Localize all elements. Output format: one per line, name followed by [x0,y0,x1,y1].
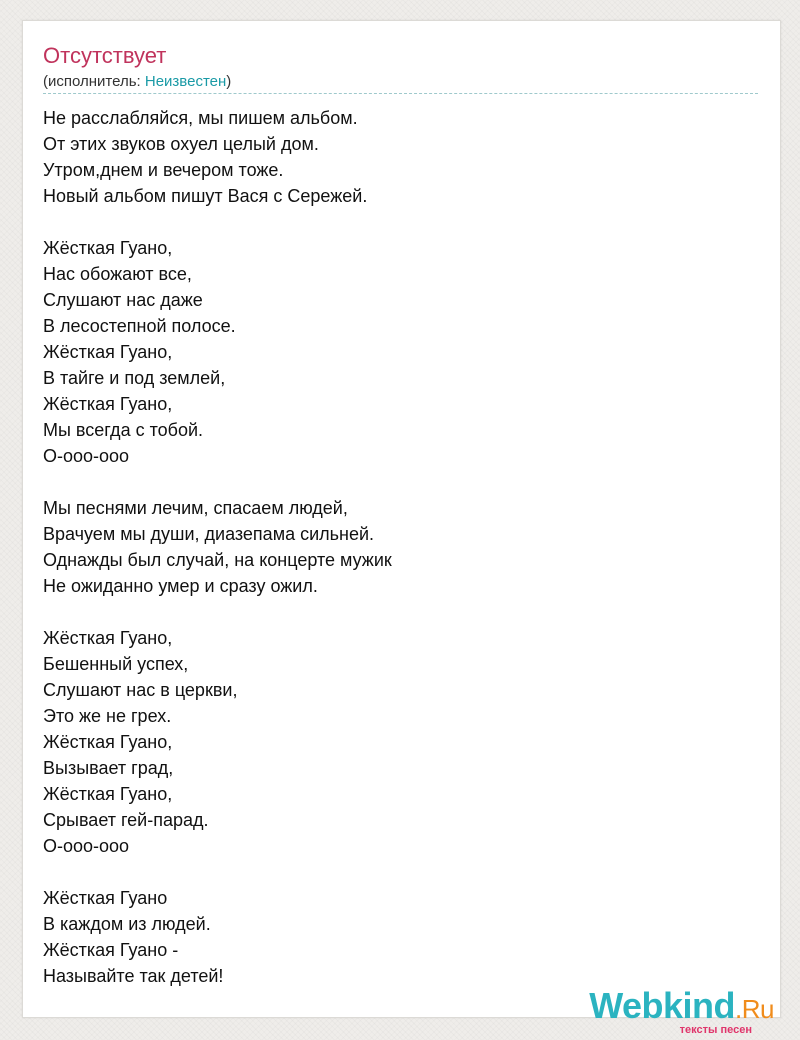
lyric-line: О-ооо-ооо [43,836,130,856]
lyric-line: Жёсткая Гуано - [43,940,179,960]
lyric-line: Утром,днем и вечером тоже. [43,160,284,180]
lyric-line: Не расслабляйся, мы пишем альбом. [43,108,358,128]
lyric-line: В тайге и под землей, [43,368,226,388]
artist-prefix: (исполнитель: [43,73,145,90]
lyric-line: Жёсткая Гуано [43,888,168,908]
lyric-line: Однажды был случай, на концерте мужик [43,550,392,570]
lyric-line: Не ожиданно умер и сразу ожил. [43,576,318,596]
lyric-line: Жёсткая Гуано, [43,732,173,752]
lyric-line: Слушают нас в церкви, [43,680,238,700]
logo-name: Webkind [589,985,736,1026]
lyric-line: Мы всегда с тобой. [43,420,204,440]
lyric-line: Врачуем мы души, диазепама сильней. [43,524,375,544]
lyric-line: Жёсткая Гуано, [43,394,173,414]
webkind-logo[interactable] [589,987,774,1036]
lyric-line: Бешенный успех, [43,654,189,674]
lyric-line: Называйте так детей! [43,966,224,986]
divider [43,93,758,94]
artist-line [43,72,231,92]
artist-link[interactable]: Неизвестен [144,73,227,90]
artist-suffix: ) [226,73,232,90]
song-title: Отсутствует [43,43,167,68]
lyric-line: В лесостепной полосе. [43,316,236,336]
lyrics-text [43,105,763,989]
lyrics-card [22,20,781,1018]
lyric-line [43,469,763,495]
lyric-line: Вызывает град, [43,758,174,778]
lyric-line: О-ооо-ооо [43,446,130,466]
lyric-line [43,859,763,885]
lyric-line: Нас обожают все, [43,264,192,284]
lyric-line [43,599,763,625]
lyric-line: Новый альбом пишут Вася с Сережей. [43,186,368,206]
lyric-line [43,209,763,235]
logo-tld: .Ru [735,994,774,1024]
lyric-line: Жёсткая Гуано, [43,628,173,648]
lyric-line: Слушают нас даже [43,290,203,310]
lyric-line: Жёсткая Гуано, [43,342,173,362]
lyric-line: От этих звуков охуел целый дом. [43,134,319,154]
lyric-line: В каждом из людей. [43,914,211,934]
lyric-line: Срывает гей-парад. [43,810,209,830]
lyric-line: Это же не грех. [43,706,172,726]
lyric-line: Жёсткая Гуано, [43,238,173,258]
lyric-line: Жёсткая Гуано, [43,784,173,804]
logo-subtitle: тексты песен [679,1024,752,1036]
lyric-line: Мы песнями лечим, спасаем людей, [43,498,348,518]
